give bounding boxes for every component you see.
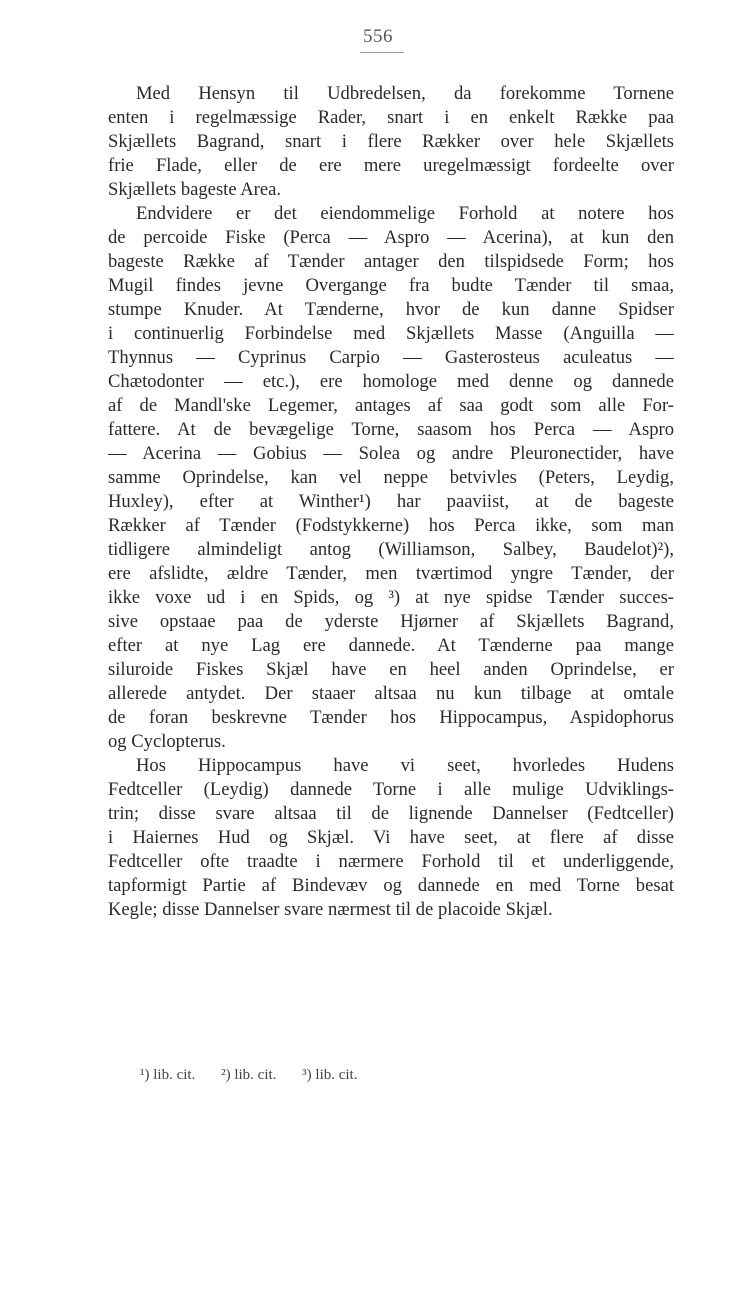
text-line: allerede antydet. Der staaer altsaa nu kun tilbage at omtale: [108, 683, 674, 704]
text-line: Med Hensyn til Udbredelsen, da forekomme Tornene: [136, 83, 674, 104]
page-number-underline: [360, 52, 404, 53]
text-line: stumpe Knuder. At Tænderne, hvor de kun danne Spidser: [108, 299, 674, 320]
text-line: Kegle; disse Dannelser svare nærmest til de placoide Skjæl.: [108, 899, 553, 920]
text-line: de foran beskrevne Tænder hos Hippocampus, Aspidophorus: [108, 707, 674, 728]
text-line: — Acerina — Gobius — Solea og andre Pleuronectider, have: [108, 443, 674, 464]
text-line: Rækker af Tænder (Fodstykkerne) hos Perca ikke, som man: [108, 515, 674, 536]
text-line: bageste Række af Tænder antager den tilspidsede Form; hos: [108, 251, 674, 272]
text-line: af de Mandl'ske Legemer, antages af saa godt som alle For-: [108, 395, 674, 416]
text-line: i Haiernes Hud og Skjæl. Vi have seet, at flere af disse: [108, 827, 674, 848]
footnote-3: ³) lib. cit.: [302, 1067, 358, 1083]
text-line: Skjællets Bagrand, snart i flere Rækker over hele Skjællets: [108, 131, 674, 152]
text-line: Fedtceller ofte traadte i nærmere Forhold til et underliggende,: [108, 851, 674, 872]
text-line: frie Flade, eller de ere mere uregelmæssigt fordeelte over: [108, 155, 674, 176]
page-number: 556: [363, 26, 393, 47]
text-line: sive opstaae paa de yderste Hjørner af Skjællets Bagrand,: [108, 611, 674, 632]
text-line: Fedtceller (Leydig) dannede Torne i alle mulige Udviklings-: [108, 779, 674, 800]
text-line: Endvidere er det eiendommelige Forhold at notere hos: [136, 203, 674, 224]
text-line: og Cyclopterus.: [108, 731, 226, 752]
footnotes: [140, 1065, 379, 1085]
text-line: tidligere almindeligt antog (Williamson, Salbey, Baudelot)²),: [108, 539, 674, 560]
text-line: fattere. At de bevægelige Torne, saasom hos Perca — Aspro: [108, 419, 674, 440]
body-text: [108, 82, 674, 922]
text-line: Skjællets bageste Area.: [108, 179, 281, 200]
text-line: siluroide Fiskes Skjæl have en heel anden Oprindelse, er: [108, 659, 674, 680]
footnote-2: ²) lib. cit.: [221, 1067, 277, 1083]
text-line: Huxley), efter at Winther¹) har paaviist, at de bageste: [108, 491, 674, 512]
text-line: ere afslidte, ældre Tænder, men tværtimod yngre Tænder, der: [108, 563, 674, 584]
text-line: samme Oprindelse, kan vel neppe betvivles (Peters, Leydig,: [108, 467, 674, 488]
text-line: Thynnus — Cyprinus Carpio — Gasterosteus aculeatus —: [108, 347, 674, 368]
text-line: trin; disse svare altsaa til de lignende Dannelser (Fedtceller): [108, 803, 674, 824]
text-line: enten i regelmæssige Rader, snart i en enkelt Række paa: [108, 107, 674, 128]
text-line: Mugil findes jevne Overgange fra budte Tænder til smaa,: [108, 275, 674, 296]
text-line: de percoide Fiske (Perca — Aspro — Acerina), at kun den: [108, 227, 674, 248]
footnote-1: ¹) lib. cit.: [140, 1067, 196, 1083]
text-line: efter at nye Lag ere dannede. At Tænderne paa mange: [108, 635, 674, 656]
text-line: ikke voxe ud i en Spids, og ³) at nye spidse Tænder succes-: [108, 587, 674, 608]
text-line: tapformigt Partie af Bindevæv og dannede en med Torne besat: [108, 875, 674, 896]
text-line: Chætodonter — etc.), ere homologe med denne og dannede: [108, 371, 674, 392]
text-line: Hos Hippocampus have vi seet, hvorledes Hudens: [136, 755, 674, 776]
text-line: i continuerlig Forbindelse med Skjællets Masse (Anguilla —: [108, 323, 674, 344]
